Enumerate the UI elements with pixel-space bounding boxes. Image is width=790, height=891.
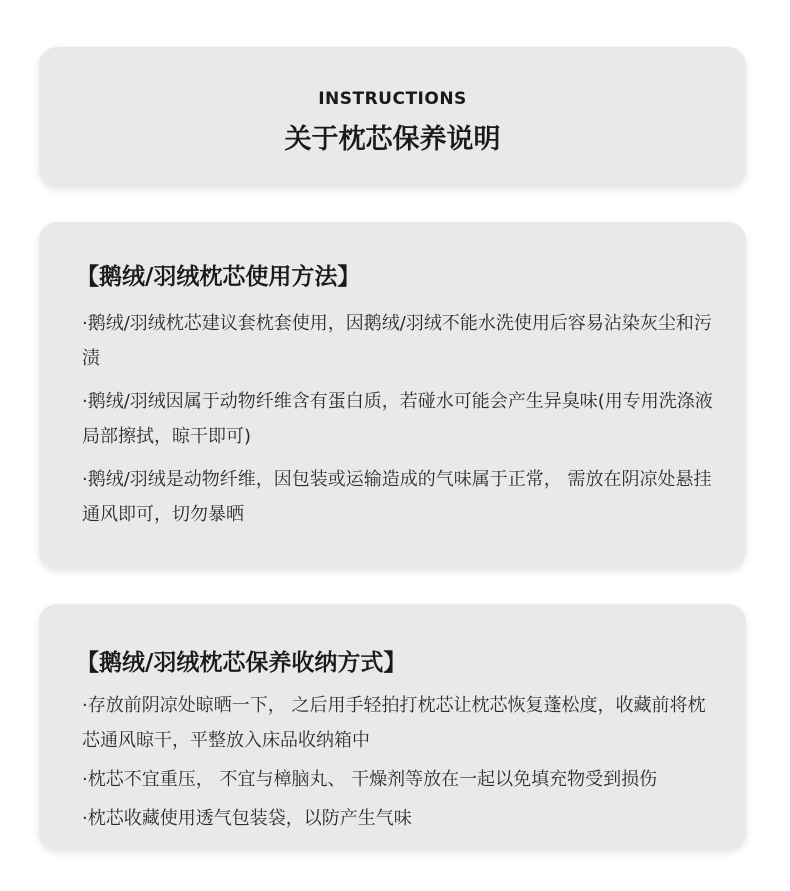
care-section-title: 【鹅绒/羽绒枕芯保养收纳方式】 (76, 650, 407, 676)
list-item (82, 688, 722, 758)
care-card (39, 604, 746, 850)
header-eyebrow: INSTRUCTIONS (318, 89, 467, 109)
page-title: 关于枕芯保养说明 (284, 124, 501, 155)
care-item-text: ·枕芯收藏使用透气包装袋，以防产生气味 (82, 808, 412, 829)
care-item-text: ·枕芯不宜重压， 不宜与樟脑丸、 干燥剂等放在一起以免填充物受到损伤 (82, 769, 658, 790)
list-item (82, 801, 722, 836)
usage-card (39, 222, 746, 569)
usage-item-text: ·鹅绒/羽绒是动物纤维，因包装或运输造成的气味属于正常， 需放在阴凉处悬挂通风即可，切勿暴晒 (82, 469, 712, 525)
list-item (82, 762, 722, 797)
usage-item-text: ·鹅绒/羽绒枕芯建议套枕套使用，因鹅绒/羽绒不能水洗使用后容易沾染灰尘和污渍 (82, 313, 712, 369)
care-list (82, 688, 722, 836)
usage-list (82, 306, 722, 532)
list-item (82, 462, 722, 532)
usage-item-text: ·鹅绒/羽绒因属于动物纤维含有蛋白质，若碰水可能会产生异臭味(用专用洗涤液局部擦拭，晾干即可) (82, 391, 713, 447)
usage-section-title: 【鹅绒/羽绒枕芯使用方法】 (76, 264, 361, 290)
list-item (82, 384, 722, 454)
header-card (39, 47, 746, 187)
care-item-text: ·存放前阴凉处晾晒一下， 之后用手轻拍打枕芯让枕芯恢复蓬松度，收藏前将枕芯通风晾干，平整放入床品收纳箱中 (82, 695, 706, 751)
list-item (82, 306, 722, 376)
